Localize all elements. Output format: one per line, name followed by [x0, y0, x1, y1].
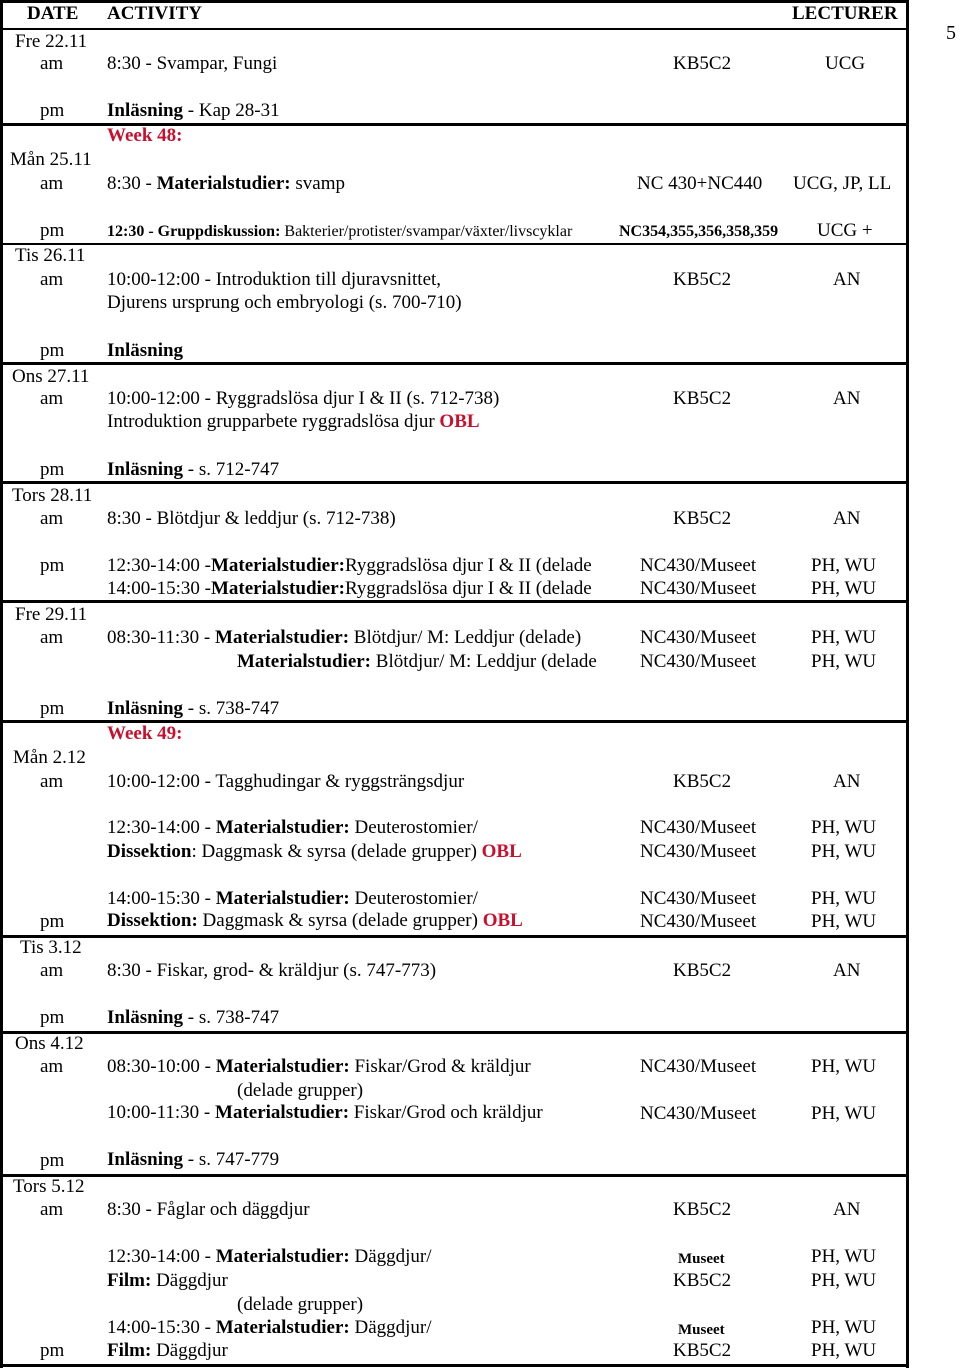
activity-text: 10:00-12:00 - Introduktion till djuravsnittet,: [107, 269, 442, 290]
room-text: KB5C2: [673, 1199, 732, 1220]
lecturer-text: AN: [833, 269, 861, 290]
period-pm: pm: [40, 459, 65, 480]
activity-text: [107, 1317, 432, 1339]
lecturer-text: AN: [833, 388, 861, 409]
room-text: NC430/Museet: [640, 651, 757, 672]
activity-bold: Dissektion:: [107, 910, 198, 931]
day-label: Tors 5.12: [13, 1176, 85, 1197]
period-pm: pm: [40, 698, 65, 719]
room-text: NC430/Museet: [640, 1103, 757, 1124]
activity-time: 8:30 -: [107, 173, 157, 194]
period-pm: pm: [40, 340, 65, 361]
activity-time: 12:30-14:00 -: [107, 817, 216, 838]
activity-text: [107, 841, 522, 863]
activity-text: [237, 651, 620, 673]
activity-bold: Inläsning: [107, 698, 184, 719]
activity-rest: Daggmask & syrsa (delade grupper): [197, 910, 483, 931]
lecturer-text: UCG: [825, 53, 866, 74]
room-text: NC430/Museet: [640, 841, 757, 862]
activity-text-line2: (delade grupper): [237, 1294, 364, 1315]
activity-time: 10:00-11:30 -: [107, 1102, 216, 1123]
room-text: NC 430+NC440: [637, 173, 763, 194]
activity-text: [107, 1102, 543, 1124]
divider-tors2811: [0, 600, 908, 603]
activity-bold: Materialstudier:: [215, 888, 350, 909]
activity-rest: Deuterostomier/: [349, 888, 478, 909]
activity-rest: : Daggmask & syrsa (delade grupper): [191, 841, 482, 862]
table-bottom-border: [0, 1364, 908, 1367]
activity-text: 8:30 - Fåglar och däggdjur: [107, 1199, 310, 1220]
table-right-border: [906, 0, 909, 1368]
activity-text: 10:00-12:00 - Tagghudingar & ryggsträngsdjur: [107, 771, 465, 792]
divider-tis2611: [0, 362, 908, 365]
activity-bold: Inläsning: [107, 1007, 184, 1028]
room-text: KB5C2: [673, 508, 732, 529]
activity-text: [107, 578, 620, 600]
day-label: Ons 27.11: [12, 366, 90, 387]
activity-text-line2: (delade grupper): [237, 1080, 364, 1101]
activity-text: [107, 100, 280, 122]
activity-text: [107, 1149, 279, 1171]
activity-text: 8:30 - Svampar, Fungi: [107, 53, 278, 74]
activity-rest: Deuterostomier/: [349, 817, 478, 838]
activity-text: [107, 817, 478, 839]
activity-bold: Materialstudier:: [215, 1056, 350, 1077]
activity-bold: Inläsning: [107, 100, 184, 121]
activity-rest: Fiskar/Grod och kräldjur: [349, 1102, 543, 1123]
day-label: Mån 25.11: [10, 149, 92, 170]
activity-rest: - s. 738-747: [183, 1007, 280, 1028]
obl-badge: OBL: [439, 411, 480, 432]
activity-time: 08:30-11:30 -: [107, 627, 216, 648]
obl-badge: OBL: [481, 841, 522, 862]
activity-text: [107, 1056, 531, 1078]
room-text: Museet: [678, 1322, 725, 1338]
period-am: am: [40, 1056, 64, 1077]
lecturer-text: UCG +: [817, 220, 873, 241]
activity-text: [107, 888, 478, 910]
period-am: am: [40, 173, 64, 194]
activity-rest: - s. 712-747: [183, 459, 280, 480]
header-activity: ACTIVITY: [107, 3, 203, 24]
activity-rest: Ryggradslösa djur I & II (delade: [344, 555, 592, 576]
lecturer-text: AN: [833, 1199, 861, 1220]
week-label: Week 49:: [107, 723, 183, 744]
header-date: DATE: [27, 3, 79, 24]
room-text: NC430/Museet: [640, 817, 757, 838]
activity-rest: Introduktion grupparbete ryggradslösa djur: [107, 411, 440, 432]
activity-rest: svamp: [290, 173, 345, 194]
period-am: am: [40, 1199, 64, 1220]
activity-text-line2: [107, 411, 480, 433]
activity-text: [107, 1246, 432, 1268]
day-label: Fre 29.11: [15, 604, 88, 625]
divider-ons2711: [0, 481, 908, 484]
activity-bold: Film:: [107, 1340, 152, 1361]
lecturer-text: AN: [833, 508, 861, 529]
activity-bold: Materialstudier:: [215, 1102, 350, 1123]
period-pm: pm: [40, 555, 65, 576]
activity-rest: Däggdjur: [151, 1340, 228, 1361]
table-left-border: [0, 0, 3, 1368]
activity-text: [107, 627, 620, 649]
activity-bold: Gruppdiskussion:: [157, 223, 281, 240]
activity-text: [107, 698, 279, 720]
activity-rest: Däggdjur/: [349, 1317, 432, 1338]
header-divider: [0, 28, 908, 30]
lecturer-text: PH, WU: [811, 841, 877, 862]
lecturer-text: PH, WU: [811, 911, 877, 932]
room-text: NC354,355,356,358,359: [619, 223, 779, 240]
activity-time: 12:30 -: [107, 223, 158, 240]
week-label: Week 48:: [107, 125, 183, 146]
lecturer-text: PH, WU: [811, 627, 877, 648]
lecturer-text: PH, WU: [811, 651, 877, 672]
lecturer-text: PH, WU: [811, 555, 877, 576]
room-text: NC430/Museet: [640, 1056, 757, 1077]
activity-text: [107, 910, 523, 932]
activity-bold: Materialstudier:: [215, 627, 350, 648]
activity-time: 14:00-15:30 -: [107, 1317, 216, 1338]
activity-text: 10:00-12:00 - Ryggradslösa djur I & II (s. 712-738): [107, 388, 500, 409]
day-label: Ons 4.12: [15, 1033, 84, 1054]
room-text: KB5C2: [673, 269, 732, 290]
lecturer-text: PH, WU: [811, 1340, 877, 1361]
room-text: NC430/Museet: [640, 888, 757, 909]
activity-bold: Materialstudier:: [215, 817, 350, 838]
activity-rest: Blötdjur/ M: Leddjur (delade): [349, 627, 582, 648]
period-am: am: [40, 627, 64, 648]
activity-text: [107, 1340, 228, 1362]
activity-bold: Materialstudier:: [210, 578, 345, 599]
period-pm: pm: [40, 1150, 65, 1171]
day-label: Tis 3.12: [20, 937, 82, 958]
room-text: Museet: [678, 1251, 725, 1267]
period-am: am: [40, 771, 64, 792]
activity-rest: Bakterier/protister/svampar/växter/livscyklar: [280, 223, 573, 240]
activity-text: [107, 221, 607, 243]
room-text: KB5C2: [673, 388, 732, 409]
activity-bold: Inläsning: [107, 1149, 184, 1170]
room-text: NC430/Museet: [640, 627, 757, 648]
activity-text-line2: Djurens ursprung och embryologi (s. 700-710): [107, 292, 462, 313]
period-pm: pm: [40, 1007, 65, 1028]
activity-time: 08:30-10:00 -: [107, 1056, 216, 1077]
lecturer-text: PH, WU: [811, 1317, 877, 1338]
activity-rest: - s. 747-779: [183, 1149, 280, 1170]
activity-bold: Materialstudier:: [215, 1317, 350, 1338]
day-label: Fre 22.11: [15, 31, 88, 52]
activity-bold: Inläsning: [107, 340, 184, 361]
divider-man212: [0, 935, 908, 938]
activity-text: [107, 1270, 228, 1292]
activity-text: [107, 459, 279, 481]
activity-bold: Materialstudier:: [210, 555, 345, 576]
lecturer-text: PH, WU: [811, 1246, 877, 1267]
activity-rest: Ryggradslösa djur I & II (delade: [344, 578, 592, 599]
room-text: KB5C2: [673, 53, 732, 74]
activity-time: 14:00-15:30 -: [107, 578, 211, 599]
day-label: Tis 26.11: [15, 245, 86, 266]
activity-bold: Materialstudier:: [156, 173, 291, 194]
period-pm: pm: [40, 911, 65, 932]
period-am: am: [40, 388, 64, 409]
activity-rest: Blötdjur/ M: Leddjur (delade: [371, 651, 597, 672]
lecturer-text: PH, WU: [811, 1056, 877, 1077]
activity-text: [107, 1007, 279, 1029]
lecturer-text: PH, WU: [811, 1103, 877, 1124]
lecturer-text: PH, WU: [811, 578, 877, 599]
activity-time: 14:00-15:30 -: [107, 888, 216, 909]
lecturer-text: AN: [833, 771, 861, 792]
activity-text: [107, 555, 620, 577]
room-text: KB5C2: [673, 1270, 732, 1291]
activity-text: 8:30 - Blötdjur & leddjur (s. 712-738): [107, 508, 396, 529]
room-text: KB5C2: [673, 960, 732, 981]
activity-rest: - Kap 28-31: [183, 100, 280, 121]
period-pm: pm: [40, 1340, 65, 1361]
period-pm: pm: [40, 100, 65, 121]
period-am: am: [40, 508, 64, 529]
divider-man2511: [0, 243, 908, 245]
room-text: KB5C2: [673, 1340, 732, 1361]
activity-text: 8:30 - Fiskar, grod- & kräldjur (s. 747-773): [107, 960, 437, 981]
day-label: Tors 28.11: [12, 485, 93, 506]
room-text: NC430/Museet: [640, 578, 757, 599]
period-am: am: [40, 53, 64, 74]
activity-rest: Fiskar/Grod & kräldjur: [349, 1056, 531, 1077]
activity-bold: Film:: [107, 1270, 152, 1291]
header-lecturer: LECTURER: [792, 3, 898, 24]
period-pm: pm: [40, 220, 65, 241]
lecturer-text: PH, WU: [811, 1270, 877, 1291]
divider-ons412: [0, 1174, 908, 1177]
activity-bold: Inläsning: [107, 459, 184, 480]
lecturer-text: AN: [833, 960, 861, 981]
divider-tis312: [0, 1031, 908, 1034]
room-text: NC430/Museet: [640, 555, 757, 576]
lecturer-text: UCG, JP, LL: [793, 173, 892, 194]
room-text: NC430/Museet: [640, 911, 757, 932]
room-text: KB5C2: [673, 771, 732, 792]
period-am: am: [40, 960, 64, 981]
activity-rest: Däggdjur/: [349, 1246, 432, 1267]
obl-badge: OBL: [482, 910, 523, 931]
activity-rest: Däggdjur: [151, 1270, 228, 1291]
period-am: am: [40, 269, 64, 290]
lecturer-text: PH, WU: [811, 888, 877, 909]
activity-time: 12:30-14:00 -: [107, 555, 211, 576]
page-number: 5: [946, 22, 956, 44]
activity-time: 12:30-14:00 -: [107, 1246, 216, 1267]
activity-bold: Dissektion: [107, 841, 192, 862]
day-label: Mån 2.12: [13, 747, 86, 768]
activity-rest: - s. 738-747: [183, 698, 280, 719]
activity-bold: Materialstudier:: [237, 651, 372, 672]
lecturer-text: PH, WU: [811, 817, 877, 838]
activity-bold: Materialstudier:: [215, 1246, 350, 1267]
activity-text: [107, 173, 345, 195]
